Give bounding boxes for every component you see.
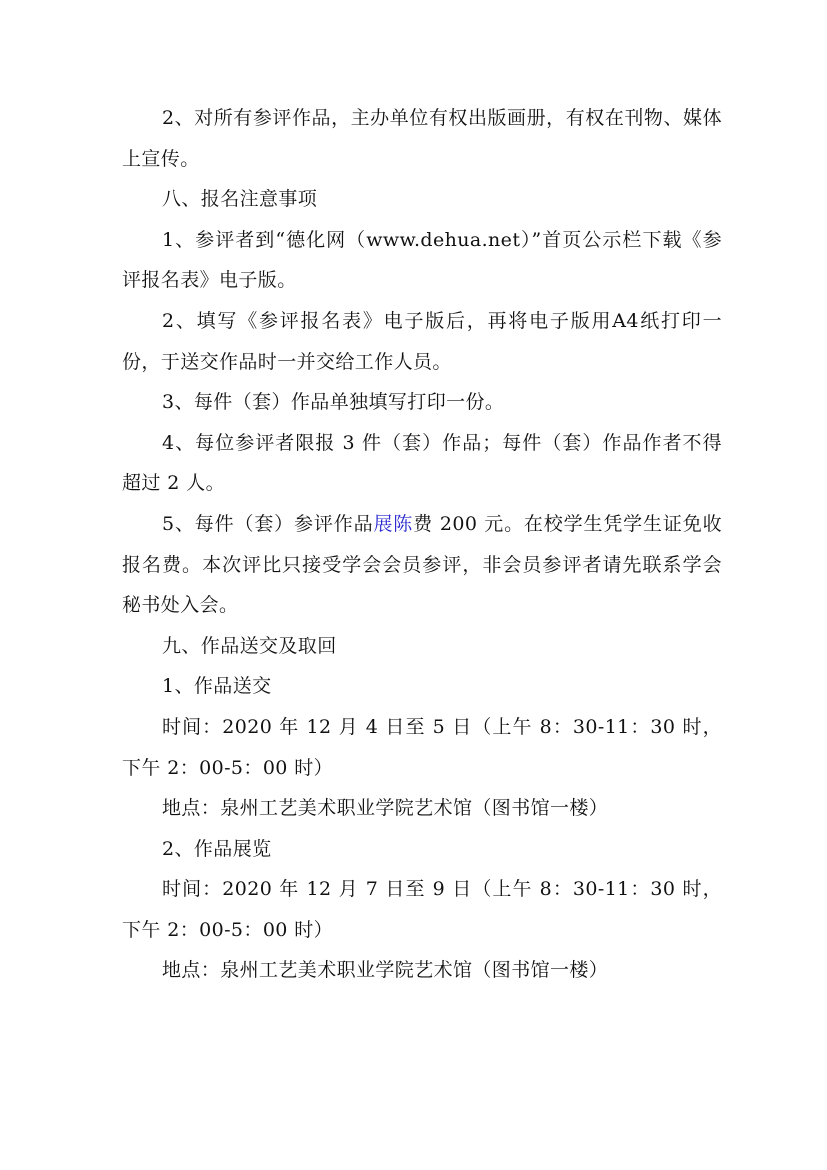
paragraph-one-form-per-work: 3、每件（套）作品单独填写打印一份。 (162, 391, 505, 414)
fee-text-before: 5、每件（套）参评作品 (162, 512, 374, 535)
paragraph-download-form: 1、参评者到“德化网（www.dehua.net）”首页公示栏下载《参评报名表》电子版。 (122, 228, 722, 292)
section-heading-registration-notes: 八、报名注意事项 (162, 188, 318, 211)
fee-text-after: 费 200 元。在校学生凭学生证免收报名费。本次评比只接受学会会员参评，非会员参评者请先联系学会秘书处入会。 (122, 512, 722, 617)
highlighted-term: 展陈 (373, 512, 414, 535)
subheading-work-exhibition: 2、作品展览 (162, 837, 272, 860)
paragraph-exhibition-location: 地点：泉州工艺美术职业学院艺术馆（图书馆一楼） (162, 959, 609, 982)
paragraph-work-limit: 4、每位参评者限报 3 件（套）作品；每件（套）作品作者不得超过 2 人。 (122, 431, 722, 495)
subheading-work-delivery: 1、作品送交 (162, 675, 272, 698)
paragraph-exhibition-time: 时间：2020 年 12 月 7 日至 9 日（上午 8：30-11：30 时，下午 2：00-5：00 时） (122, 878, 722, 941)
paragraph-publication-rights: 2、对所有参评作品，主办单位有权出版画册，有权在刊物、媒体上宣传。 (122, 107, 722, 170)
paragraph-delivery-time: 时间：2020 年 12 月 4 日至 5 日（上午 8：30-11：30 时，下午 2：00-5：00 时） (122, 715, 722, 779)
paragraph-fill-form: 2、填写《参评报名表》电子版后，再将电子版用A4纸打印一份，于送交作品时一并交给工作人员。 (122, 309, 722, 373)
paragraph-delivery-location: 地点：泉州工艺美术职业学院艺术馆（图书馆一楼） (162, 797, 609, 820)
paragraph-exhibition-fee (122, 504, 722, 626)
section-heading-delivery-return: 九、作品送交及取回 (162, 634, 337, 657)
document-body (122, 98, 722, 991)
